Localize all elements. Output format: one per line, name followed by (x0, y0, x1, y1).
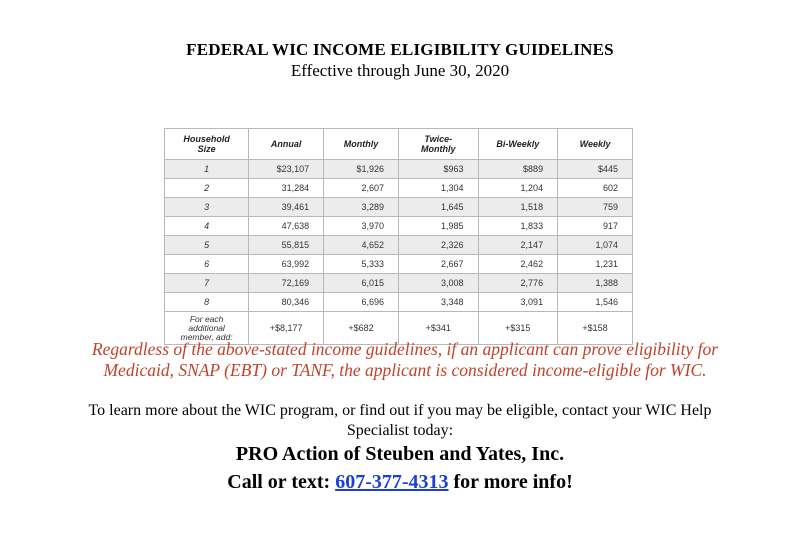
call-suffix: for more info! (448, 471, 573, 493)
household-size-cell: 2 (165, 179, 249, 198)
table-row (165, 217, 633, 236)
income-cell: $445 (558, 160, 633, 179)
income-cell: 72,169 (249, 274, 324, 293)
income-cell: 1,518 (478, 198, 558, 217)
income-cell: $963 (398, 160, 478, 179)
income-cell: 2,462 (478, 255, 558, 274)
header-line: Monthly (421, 144, 456, 154)
household-size-cell: 4 (165, 217, 249, 236)
income-cell: 6,696 (324, 293, 399, 312)
eligibility-table (164, 128, 633, 345)
table-row (165, 160, 633, 179)
income-cell: 1,304 (398, 179, 478, 198)
header-line: Weekly (579, 139, 611, 149)
income-cell: 39,461 (249, 198, 324, 217)
income-cell: 1,645 (398, 198, 478, 217)
income-cell: 602 (558, 179, 633, 198)
header-line: Size (197, 144, 216, 154)
additional-amount-cell: +$341 (398, 312, 478, 345)
income-cell: 1,231 (558, 255, 633, 274)
income-cell: 1,388 (558, 274, 633, 293)
income-cell: 3,348 (398, 293, 478, 312)
header-household-size (165, 129, 249, 160)
table-row (165, 293, 633, 312)
header-weekly (558, 129, 633, 160)
phone-link[interactable]: 607-377-4313 (335, 471, 449, 493)
label-line: member, add: (180, 331, 233, 342)
table-row (165, 198, 633, 217)
income-cell: 2,607 (324, 179, 399, 198)
income-cell: $889 (478, 160, 558, 179)
table-row (165, 179, 633, 198)
income-cell: 6,015 (324, 274, 399, 293)
header-bi-weekly (478, 129, 558, 160)
table-row (165, 274, 633, 293)
income-cell: 47,638 (249, 217, 324, 236)
additional-amount-cell: +$315 (478, 312, 558, 345)
label-line: additional (188, 322, 225, 333)
income-cell: 2,147 (478, 236, 558, 255)
call-line (0, 471, 800, 494)
income-cell: $23,107 (249, 160, 324, 179)
income-cell: 2,667 (398, 255, 478, 274)
household-size-cell: 5 (165, 236, 249, 255)
call-prefix: Call or text: (227, 471, 336, 493)
table-row (165, 255, 633, 274)
learn-more-text: To learn more about the WIC program, or find out if you may be eligible, contact your WIC Help Specialist today: (88, 402, 712, 439)
page-title: FEDERAL WIC INCOME ELIGIBILITY GUIDELINES (186, 40, 614, 59)
additional-amount-cell: +$8,177 (249, 312, 324, 345)
header-monthly (324, 129, 399, 160)
income-cell: 1,833 (478, 217, 558, 236)
income-cell: 759 (558, 198, 633, 217)
income-cell: 1,204 (478, 179, 558, 198)
additional-amount-cell: +$158 (558, 312, 633, 345)
income-cell: 3,970 (324, 217, 399, 236)
header-line: Monthly (343, 139, 379, 149)
header-line: Household (183, 134, 230, 144)
income-cell: 2,326 (398, 236, 478, 255)
household-size-cell: 3 (165, 198, 249, 217)
income-cell: 80,346 (249, 293, 324, 312)
income-cell: 4,652 (324, 236, 399, 255)
table-row (165, 236, 633, 255)
household-size-cell: 6 (165, 255, 249, 274)
income-cell: $1,926 (324, 160, 399, 179)
header-annual (249, 129, 324, 160)
header-line: Twice- (424, 134, 453, 144)
header-twice-monthly (398, 129, 478, 160)
income-cell: 31,284 (249, 179, 324, 198)
income-cell: 1,074 (558, 236, 633, 255)
eligibility-notice: Regardless of the above-stated income guidelines, if an applicant can prove eligibility for Medicaid, SNAP (EBT) or TANF, the applicant is considered income-eligible for WIC. (91, 339, 719, 380)
label-line: For each (189, 313, 224, 324)
income-cell: 63,992 (249, 255, 324, 274)
header-line: Bi-Weekly (496, 139, 540, 149)
page-subtitle: Effective through June 30, 2020 (290, 61, 510, 80)
additional-amount-cell: +$682 (324, 312, 399, 345)
income-cell: 3,289 (324, 198, 399, 217)
header-line: Annual (270, 139, 302, 149)
income-cell: 55,815 (249, 236, 324, 255)
organization-name: PRO Action of Steuben and Yates, Inc. (235, 443, 565, 465)
income-cell: 2,776 (478, 274, 558, 293)
income-cell: 3,091 (478, 293, 558, 312)
income-cell: 3,008 (398, 274, 478, 293)
table-body (165, 160, 633, 345)
household-size-cell: 8 (165, 293, 249, 312)
table-header-row (165, 129, 633, 160)
household-size-cell: 1 (165, 160, 249, 179)
income-cell: 1,546 (558, 293, 633, 312)
income-cell: 1,985 (398, 217, 478, 236)
income-cell: 5,333 (324, 255, 399, 274)
income-cell: 917 (558, 217, 633, 236)
household-size-cell: 7 (165, 274, 249, 293)
